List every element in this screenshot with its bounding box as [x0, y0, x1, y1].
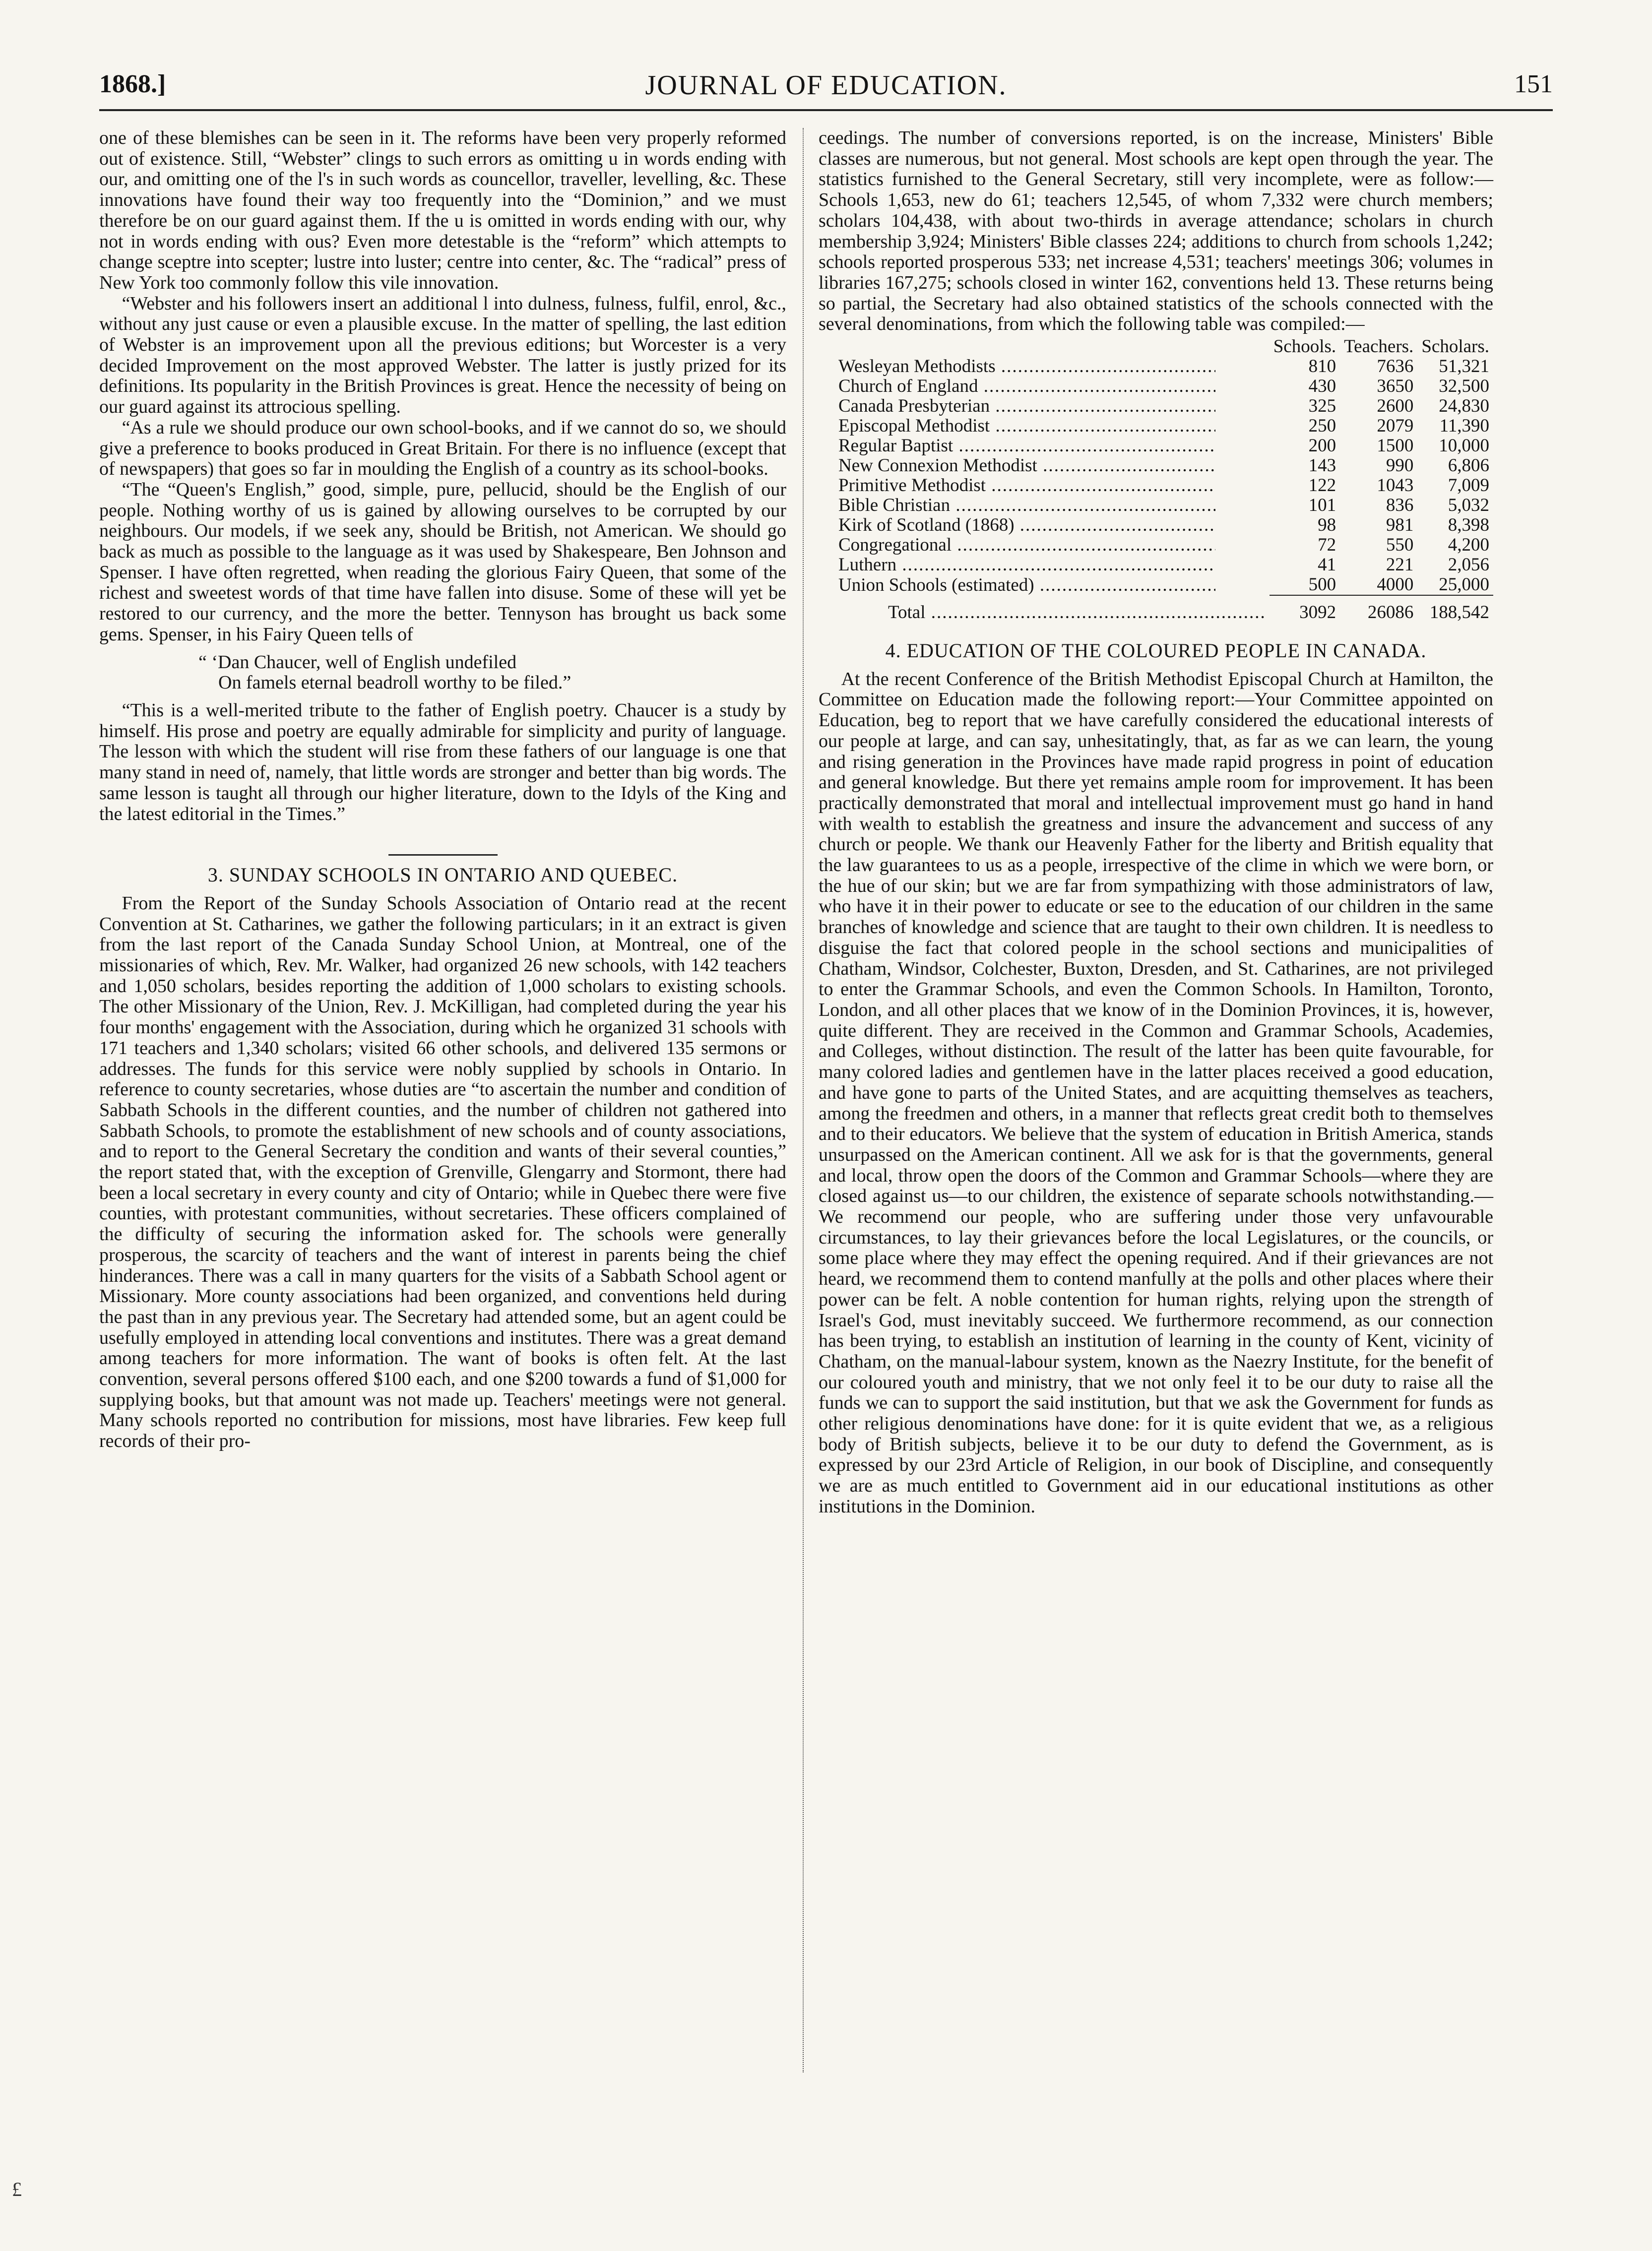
- quote-line: On famels eternal beadroll worthy to be filed.”: [218, 672, 572, 693]
- column-header: Teachers.: [1344, 336, 1414, 357]
- quote-line: “ ‘Dan Chaucer, well of English undefiled: [198, 651, 517, 673]
- table-cell: 26086: [1367, 602, 1414, 623]
- table-cell: 430: [1308, 376, 1336, 397]
- table-cell: 1043: [1377, 475, 1414, 496]
- table-cell: 2600: [1377, 396, 1414, 417]
- denomination-name: Regular Baptist .....: [838, 436, 1215, 456]
- table-row: [819, 416, 1493, 436]
- table-cell: 836: [1386, 495, 1414, 516]
- table-cell: 325: [1308, 396, 1336, 417]
- paragraph: one of these blemishes can be seen in it. The reforms have been very properly reformed out of existence. Still, “Webster” clings to such errors as omitting u in words ending with our, and omitting one of the l's in such words as councellor, traveller, levelling, &c. These innovations have found their way too frequently into the “Dominion,” and we must therefore be on our guard against them. If the u is omitted in words ending with our, why not in words ending with ous? Even more detestable is the “reform” which attempts to change sceptre into scepter; lustre into luster; centre into center, &c. The “radical” press of New York too commonly follow this vile innovation.: [99, 127, 786, 293]
- denomination-name: Church of England .....: [838, 376, 1215, 396]
- table-cell: 3650: [1377, 376, 1414, 397]
- denomination-name: Primitive Methodist .....: [838, 476, 1215, 496]
- table-cell: 3092: [1299, 602, 1336, 623]
- table-cell: 500: [1270, 575, 1340, 595]
- table-cell: 8,398: [1448, 515, 1489, 536]
- table-cell: 6,806: [1448, 455, 1489, 476]
- table-cell: 1500: [1377, 436, 1414, 456]
- table-row: [819, 476, 1493, 496]
- denomination-name: Luthern .....: [838, 555, 1215, 575]
- denomination-name: New Connexion Methodist .....: [838, 456, 1215, 476]
- margin-mark: £: [12, 2178, 22, 2200]
- running-header: [99, 55, 1553, 111]
- table-cell: 990: [1386, 455, 1414, 476]
- table-cell: 7,009: [1448, 475, 1489, 496]
- column-divider: [803, 128, 804, 2072]
- paragraph: “The “Queen's English,” good, simple, pure, pellucid, should be the English of our people. Nothing worthy of us is gained by allowing ourselves to be corrupted by our neighbours. Our models, if we seek any, should be British, not American. We should go back as much as possible to the language as it was used by Shakespeare, Ben Johnson and Spenser. I have often regretted, when reading the glorious Fairy Queen, that some of the richest and sweetest words of that time have fallen into disuse. Some of these will yet be restored to our currency, and the more the better. Tennyson has brought us back some gems. Spenser, in his Fairy Queen tells of: [99, 479, 786, 645]
- table-cell: 200: [1308, 436, 1336, 456]
- table-cell: 101: [1308, 495, 1336, 516]
- paragraph: “This is a well-merited tribute to the father of English poetry. Chaucer is a study by himself. His prose and poetry are equally admirable for simplicity and purity of language. The lesson with which the student will rise from these fathers of our language is one that many stand in need of, namely, that little words are stronger and better than big words. The same lesson is taught all through our higher literature, down to the Idyls of the King and the latest editorial in the Times.”: [99, 699, 786, 824]
- table-row: [819, 436, 1493, 456]
- section-heading: 4. EDUCATION OF THE COLOURED PEOPLE IN CANADA.: [885, 639, 1427, 662]
- table-row: [819, 396, 1493, 416]
- paragraph: ceedings. The number of conversions reported, is on the increase, Ministers' Bible classes are numerous, but not general. Most schools are kept open through the year. The statistics furnished to the General Secretary, still very incomplete, were as follow:— Schools 1,653, new do 61; teachers 12,545, of whom 7,332 were church members; scholars 104,438, with about two-thirds in average attendance; scholars in church membership 3,924; Ministers' Bible classes 224; additions to church from schools 1,242; schools reported prosperous 533; net increase 4,531; teachers' meetings 306; volumes in libraries 167,275; schools closed in winter 162, conventions held 13. These returns being so partial, the Secretary had also obtained statistics of the schools connected with the several denominations, from which the following table was compiled:—: [819, 127, 1493, 335]
- table-cell: 2,056: [1448, 555, 1489, 575]
- table-cell: 51,321: [1439, 356, 1489, 377]
- denomination-name: Bible Christian .....: [838, 496, 1215, 515]
- table-row: [819, 357, 1493, 376]
- table-cell: 188,542: [1429, 602, 1489, 623]
- table-cell: 2079: [1377, 416, 1414, 437]
- table-body: [819, 357, 1493, 623]
- table-cell: 250: [1308, 416, 1336, 437]
- header-year: 1868.]: [99, 70, 166, 98]
- table-row: [819, 575, 1493, 595]
- table-cell: 72: [1318, 535, 1336, 556]
- section-divider: [388, 854, 498, 856]
- table-cell: 98: [1318, 515, 1336, 536]
- table-cell: 24,830: [1439, 396, 1489, 417]
- table-cell: 7636: [1377, 356, 1414, 377]
- section-heading: 3. SUNDAY SCHOOLS IN ONTARIO AND QUEBEC.: [207, 864, 678, 886]
- table-cell: 4000: [1340, 575, 1417, 595]
- table-cell: 41: [1318, 555, 1336, 575]
- table-row: [819, 535, 1493, 555]
- journal-title: JOURNAL OF EDUCATION.: [645, 70, 1007, 101]
- right-column: [819, 128, 1493, 1517]
- table-header-row: [819, 337, 1493, 357]
- paragraph: “As a rule we should produce our own school-books, and if we cannot do so, we should give a preference to books produced in Great Britain. For there is no influence (except that of newspapers) that goes so far in moulding the English of a country as its school-books.: [99, 417, 786, 480]
- table-row: [819, 555, 1493, 575]
- left-column: [99, 128, 786, 1452]
- table-cell: 25,000: [1417, 575, 1493, 595]
- table-row: [819, 456, 1493, 476]
- paragraph: From the Report of the Sunday Schools Association of Ontario read at the recent Convention at St. Catharines, we gather the following particulars; in it an extract is given from the last report of the Canada Sunday School Union, at Montreal, one of the missionaries of which, Rev. Mr. Walker, had organized 26 new schools, with 142 teachers and 1,050 scholars, besides reporting the addition of 1,000 scholars to existing schools. The other Missionary of the Union, Rev. J. McKilligan, had completed during the year his four months' engagement with the Association, during which he organized 31 schools with 171 teachers and 1,340 scholars; visited 66 other schools, and delivered 135 sermons or addresses. The funds for this service were nobly supplied by schools in Ontario. In reference to county secretaries, whose duties are “to ascertain the number and condition of Sabbath Schools in the different counties, and the number of children not gathered into Sabbath Schools, to promote the establishment of new schools and of county associations, and to report to the General Secretary the condition and wants of their several counties,” the report stated that, with the exception of Grenville, Glengarry and Stormont, there had been a local secretary in every county and city of Ontario; while in Quebec there were five counties, with protestant communities, without secretaries. These officers complained of the difficulty of securing the information asked for. The schools were generally prosperous, the scarcity of teachers and the want of interest in parents being the chief hinderances. There was a call in many quarters for the visits of a Sabbath School agent or Missionary. More county associations had been organized, and conventions held during the past than in any previous year. The Secretary had attended some, but an agent could be usefully employed in attending local conventions and institutes. There was a great demand among teachers for more information. The want of books is often felt. At the last convention, several persons offered $100 each, and one $200 towards a fund of $1,000 for supplying books, but that amount was not made up. Teachers' meetings were not general. Many schools reported no contribution for missions, most have libraries. Few keep full records of their pro-: [99, 892, 786, 1452]
- table-cell: 10,000: [1439, 436, 1489, 456]
- paragraph: At the recent Conference of the British Methodist Episcopal Church at Hamilton, the Committee on Education made the following report:—Your Committee appointed on Education, beg to report that we have carefully considered the educational interests of our people at large, and can say, unhesitatingly, that, as far as we can learn, the young and rising generation in the Provinces have made rapid progress in point of education and general knowledge. But there yet remains ample room for improvement. It has been practically demonstrated that moral and intellectual improvement must go hand in hand with wealth to establish the greatness and insure the advancement and success of any church or people. We thank our Heavenly Father for the liberty and British equality that the law guarantees to us as a people, irrespective of the clime in which we were born, or the hue of our skin; but we are far from sympathizing with those administrators of law, who have it in their power to educate or see to the education of our children in the same branches of knowledge and science that are taught to their own children. It is needless to disguise the fact that colored people in the school sections and municipalities of Chatham, Windsor, Colchester, Buxton, Dresden, and St. Catharines, are not privileged to enter the Grammar Schools, and even the Common Schools. In Hamilton, Toronto, London, and all other places that we know of in the Dominion Provinces, it is, however, quite different. They are received in the Common and Grammar Schools, Academies, and Colleges, without distinction. The result of the latter has been quite favourable, for many colored ladies and gentlemen have in the latter places received a good education, and have gone to parts of the United States, and are acquitting themselves as teachers, among the freedmen and others, in a manner that reflects great credit both to themselves and to their educators. We believe that the system of education in British America, stands unsurpassed on the American continent. All we ask for is that the governments, general and local, throw open the doors of the Common and Grammar Schools—where they are closed against us—to our children, the existence of separate schools notwithstanding.—We recommend our people, who are suffering under those very unfavourable circumstances, to lay their grievances before the local Legislatures, or the councils, or some place where they may effect the opening required. And if their grievances are not heard, we recommend them to contend manfully at the polls and other places where their power can be felt. A noble contention for human rights, relying upon the strength of Israel's God, must inevitably succeed. We furthermore recommend, as our connection has been trying, to establish an institution of learning in the county of Kent, vicinity of Chatham, on the manual-labour system, known as the Naezry Institute, for the benefit of our coloured youth and ministry, that we not only feel it to be our duty to raise all the funds we can to support the said institution, but that we ask the Government for funds as other religious denominations have done: for it is quite evident that we, as a religious body of British subjects, believe it to be our duty to defend the Government, as is expressed by our 23rd Article of Religion, in our book of Discipline, and consequently we are as much entitled to Government aid in our educational institutions as other institutions in the Dominion.: [819, 668, 1493, 1517]
- table-total-row: [819, 595, 1493, 623]
- table-cell: 32,500: [1439, 376, 1489, 397]
- denomination-statistics-table: [819, 337, 1493, 623]
- table-cell: 810: [1308, 356, 1336, 377]
- table-cell: 143: [1308, 455, 1336, 476]
- denomination-name: Wesleyan Methodists .....: [838, 357, 1215, 376]
- table-cell: 11,390: [1439, 416, 1489, 437]
- denomination-name: Congregational .....: [838, 535, 1215, 555]
- table-cell: 4,200: [1448, 535, 1489, 556]
- denomination-name: Kirk of Scotland (1868) .....: [838, 515, 1215, 535]
- table-cell: 981: [1386, 515, 1414, 536]
- table-cell: 550: [1386, 535, 1414, 556]
- denomination-name: Episcopal Methodist .....: [838, 416, 1215, 436]
- denomination-name: Total .....: [888, 603, 1265, 623]
- table-cell: 5,032: [1448, 495, 1489, 516]
- table-row: [819, 515, 1493, 535]
- table-cell: 221: [1386, 555, 1414, 575]
- denomination-name: Canada Presbyterian .....: [838, 396, 1215, 416]
- paragraph: “Webster and his followers insert an additional l into dulness, fulness, fulfil, enrol, &c., without any just cause or even a plausible excuse. In the matter of spelling, the last edition of Webster is an improvement upon all the previous editions; but Worcester is a very decided Improvement on the most approved Webster. The latter is justly prized for its definitions. Its popularity in the British Provinces is great. Hence the necessity of being on our guard against its attrocious spelling.: [99, 293, 786, 418]
- denomination-name: Union Schools (estimated) .....: [838, 575, 1215, 595]
- page-number: 151: [1514, 70, 1553, 98]
- column-header: Schools.: [1273, 336, 1336, 357]
- poetry-quote: [198, 652, 786, 693]
- table-row: [819, 376, 1493, 396]
- table-row: [819, 496, 1493, 515]
- table-cell: 122: [1308, 475, 1336, 496]
- column-header: Scholars.: [1421, 336, 1489, 357]
